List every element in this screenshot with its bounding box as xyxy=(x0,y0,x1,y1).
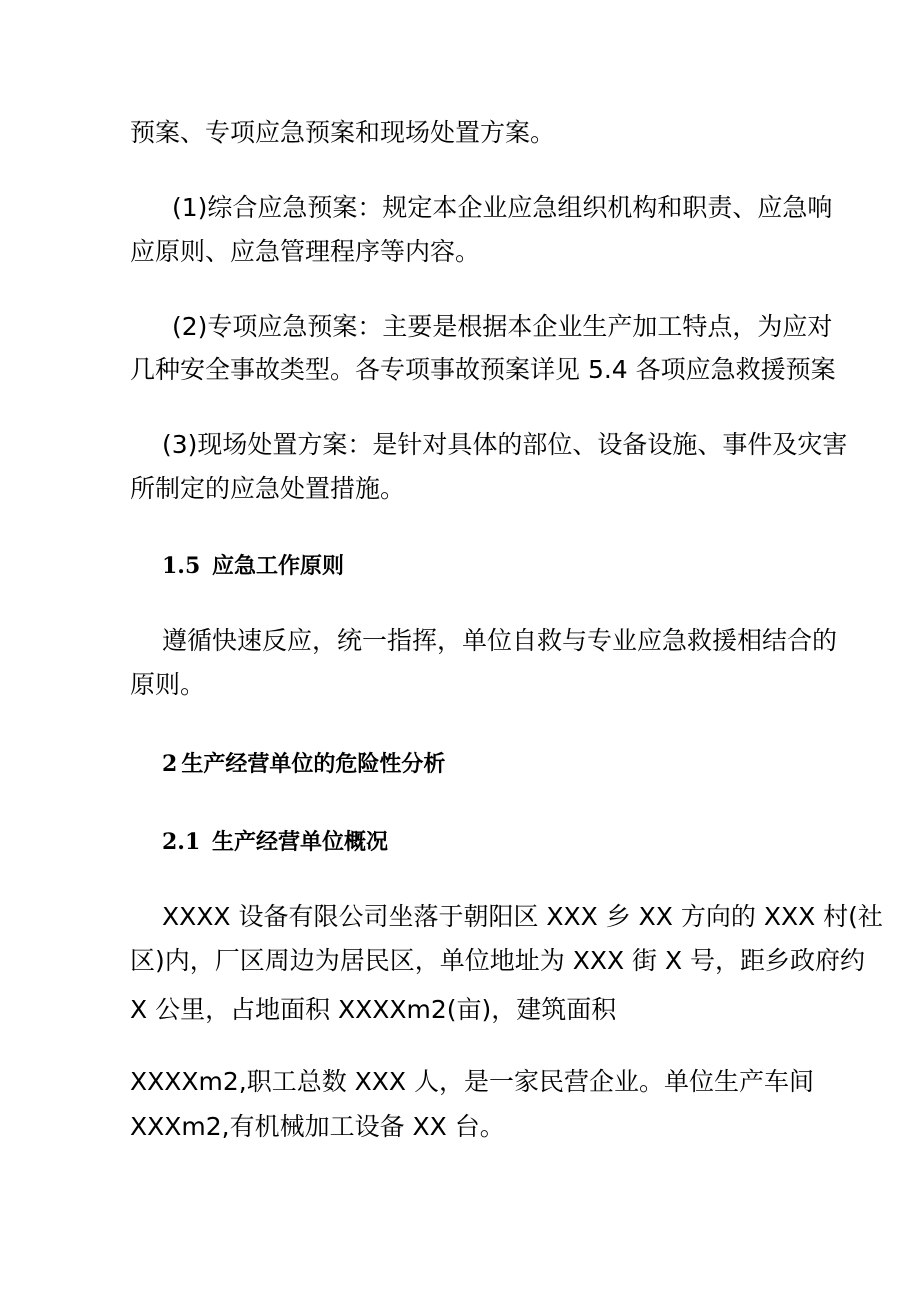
paragraph-line: 所制定的应急处置措施。 xyxy=(130,474,406,503)
paragraph-line: 预案、专项应急预案和现场处置方案。 xyxy=(130,118,556,147)
section-heading-1-5 xyxy=(162,551,344,582)
paragraph-line: 遵循快速反应，统一指挥，单位自救与专业应急救援相结合的 xyxy=(162,626,838,655)
paragraph-line: XXXXm2,职工总数 XXX 人，是一家民营企业。单位生产车间 xyxy=(130,1067,814,1096)
heading-number: 1.5 xyxy=(162,553,201,579)
paragraph-line: 应原则、应急管理程序等内容。 xyxy=(130,237,481,266)
paragraph-line: X 公里，占地面积 XXXXm2(亩)，建筑面积 xyxy=(130,995,617,1024)
paragraph-line: 原则。 xyxy=(130,670,206,699)
paragraph-line: XXXm2,有机械加工设备 XX 台。 xyxy=(130,1112,505,1141)
paragraph-line: 区)内，厂区周边为居民区，单位地址为 XXX 街 X 号，距乡政府约 xyxy=(130,946,866,975)
paragraph-line: 几种安全事故类型。各专项事故预案详见 5.4 各项应急救援预案 xyxy=(130,355,836,384)
heading-text: 生产经营单位概况 xyxy=(212,830,389,855)
paragraph-line: (1)综合应急预案：规定本企业应急组织机构和职责、应急响 xyxy=(172,193,833,222)
section-heading-2 xyxy=(162,749,445,780)
paragraph-line: XXXX 设备有限公司坐落于朝阳区 XXX 乡 XX 方向的 XXX 村(社 xyxy=(162,902,883,931)
heading-number: 2 xyxy=(162,751,178,777)
heading-text: 生产经营单位的危险性分析 xyxy=(181,752,446,777)
section-heading-2-1 xyxy=(162,827,388,858)
heading-text: 应急工作原则 xyxy=(212,554,345,579)
paragraph-line: (2)专项应急预案：主要是根据本企业生产加工特点，为应对 xyxy=(172,312,833,341)
heading-number: 2.1 xyxy=(162,829,201,855)
paragraph-line: (3)现场处置方案：是针对具体的部位、设备设施、事件及灾害 xyxy=(162,430,848,459)
